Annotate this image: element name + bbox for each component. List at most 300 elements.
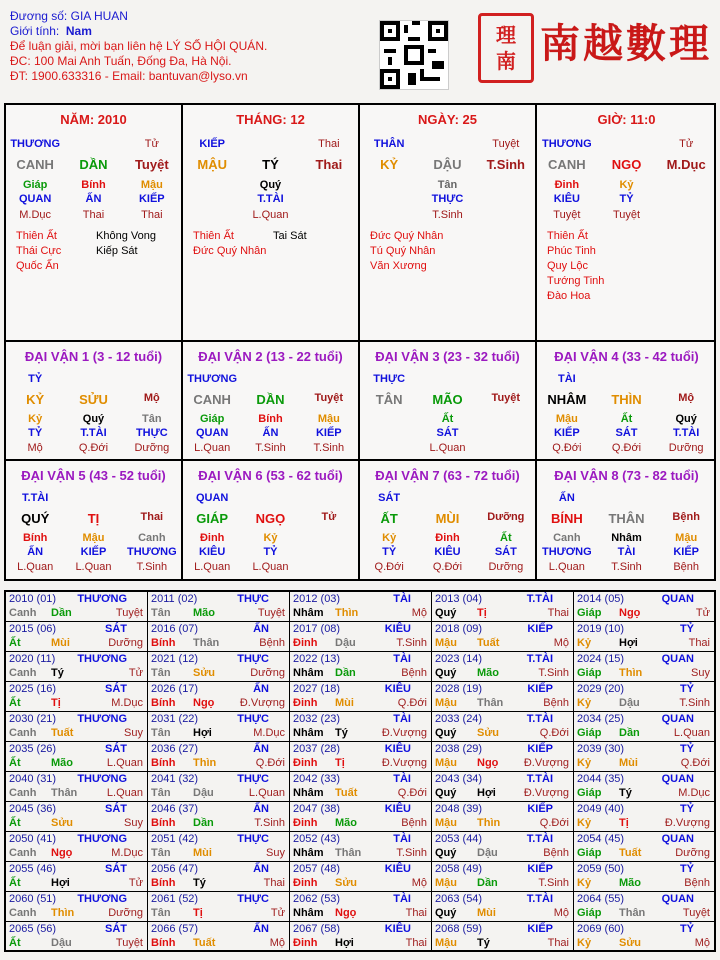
- hidden-stem: Bính: [22, 532, 48, 544]
- pillar-hidden-stage-row: [537, 209, 716, 221]
- year-label: 2025 (16): [9, 683, 57, 695]
- year-tengod: KIẾP: [527, 803, 553, 815]
- hidden-stage: Thai: [141, 209, 163, 221]
- year-chi: Dậu: [477, 847, 498, 859]
- year-cell: [432, 592, 574, 622]
- daivan-cell: [360, 461, 537, 580]
- daivan-hidden-god-row: [537, 427, 716, 439]
- year-label: 2026 (17): [151, 683, 199, 695]
- hidden-god: ẤN: [85, 193, 102, 205]
- star-list-right: [96, 229, 156, 259]
- year-label: 2029 (20): [577, 683, 625, 695]
- year-cell: [148, 742, 290, 772]
- daivan-tengod: THƯƠNG: [187, 373, 237, 385]
- gender-value: Nam: [65, 24, 92, 38]
- pillar-hidden-row: [183, 179, 358, 191]
- pillar-tengod-stage: Tử: [679, 138, 694, 150]
- pillar-tengod-stage: Thai: [318, 138, 340, 150]
- year-stage: Đ.Vượng: [381, 727, 427, 739]
- hidden-stage: Dưỡng: [488, 561, 524, 573]
- qr-code[interactable]: [379, 20, 449, 90]
- year-cell: [148, 862, 290, 892]
- year-tengod: THỰC: [237, 893, 269, 905]
- daivan-cell: [6, 461, 183, 580]
- year-can: Đinh: [293, 697, 318, 709]
- year-cell: [290, 592, 432, 622]
- year-cell: [290, 862, 432, 892]
- spacer: [656, 373, 716, 385]
- year-stage: M.Dục: [678, 787, 710, 799]
- year-label: 2046 (37): [151, 803, 199, 815]
- year-tengod: KIẾP: [527, 923, 553, 935]
- year-cell: [574, 862, 714, 892]
- year-tengod: KIẾP: [527, 683, 553, 695]
- daivan-can: TÂN: [375, 392, 403, 407]
- year-label: 2030 (21): [9, 713, 57, 725]
- hidden-god: SÁT: [436, 427, 459, 439]
- hidden-stem: [300, 532, 358, 544]
- daivan-hidden-row: [183, 413, 358, 425]
- daivan-cell: [537, 461, 716, 580]
- owner-label: Đương số:: [10, 9, 68, 23]
- year-cell: [148, 772, 290, 802]
- spacer: [64, 373, 122, 385]
- daivan-cell: [537, 342, 716, 461]
- year-stage: Dưỡng: [108, 907, 143, 919]
- year-tengod: T.TÀI: [526, 773, 553, 785]
- star-item: Quy Lộc: [547, 260, 588, 272]
- year-stage: Mộ: [694, 937, 710, 949]
- year-label: 2022 (13): [293, 653, 341, 665]
- daivan-stage: Tử: [321, 511, 337, 523]
- spacer: [418, 138, 476, 150]
- pillar-hidden-god-row: [183, 193, 358, 205]
- year-tengod: SÁT: [105, 863, 127, 875]
- daivan-hidden-stage-row: [360, 442, 535, 454]
- hidden-god: ẤN: [262, 427, 279, 439]
- hidden-stage: Bệnh: [673, 561, 700, 573]
- header-info: [10, 9, 380, 84]
- year-can: Bính: [151, 937, 176, 949]
- pillar-tengod-row: [537, 138, 716, 150]
- hidden-god: THƯƠNG: [542, 546, 592, 558]
- hidden-god: ẤN: [27, 546, 44, 558]
- year-tengod: QUAN: [661, 893, 694, 905]
- year-tengod: THỰC: [237, 773, 269, 785]
- year-label: 2016 (07): [151, 623, 199, 635]
- year-can: Đinh: [293, 817, 318, 829]
- year-stage: Đ.Vượng: [239, 697, 285, 709]
- pillar-canchi-row: [360, 157, 535, 172]
- hidden-god: TỶ: [619, 193, 634, 205]
- pillar-title: GIỜ: 11:0: [597, 112, 656, 127]
- hidden-stage: Dưỡng: [134, 442, 170, 454]
- year-cell: [432, 772, 574, 802]
- daivan-tengod-row: [360, 373, 535, 385]
- year-tengod: THƯƠNG: [77, 593, 127, 605]
- daivan-title: ĐẠI VẬN 4 (33 - 42 tuổi): [554, 349, 699, 364]
- year-chi: Tuất: [193, 937, 216, 949]
- hidden-stage: L.Quan: [548, 561, 585, 573]
- year-cell: [6, 862, 148, 892]
- spacer: [300, 373, 358, 385]
- year-can: Tân: [151, 667, 171, 679]
- address-line: ĐC: 100 Mai Anh Tuấn, Đống Đa, Hà Nội.: [10, 54, 232, 68]
- year-label: 2036 (27): [151, 743, 199, 755]
- year-label: 2014 (05): [577, 593, 625, 605]
- star-list-left: [370, 229, 443, 274]
- year-tengod: ẤN: [253, 743, 269, 755]
- star-item: Thiên Ất: [193, 230, 234, 242]
- year-label: 2033 (24): [435, 713, 483, 725]
- year-cell: [6, 742, 148, 772]
- daivan-chi: MÃO: [432, 392, 463, 407]
- year-can: Mậu: [435, 817, 457, 829]
- daivan-hidden-god-row: [6, 427, 181, 439]
- hidden-stem: Bính: [258, 413, 283, 425]
- hidden-god: [360, 427, 418, 439]
- hidden-stage: Tuyệt: [612, 209, 641, 221]
- daivan-hidden-god-row: [183, 546, 358, 558]
- hidden-god: KIÊU: [199, 546, 226, 558]
- year-label: 2021 (12): [151, 653, 199, 665]
- year-can: Nhâm: [293, 847, 324, 859]
- year-cell: [432, 892, 574, 922]
- year-stage: Mộ: [269, 937, 285, 949]
- hidden-god: [300, 193, 358, 205]
- year-label: 2047 (38): [293, 803, 341, 815]
- hidden-stem: Mậu: [675, 532, 698, 544]
- pillar-stage: Tuyệt: [134, 157, 169, 172]
- hidden-stage: Q.Đới: [432, 561, 463, 573]
- daivan-can: ẤT: [380, 511, 398, 526]
- year-tengod: QUAN: [661, 833, 694, 845]
- year-cell: [574, 712, 714, 742]
- hidden-god: [477, 427, 535, 439]
- year-can: Ất: [9, 697, 21, 709]
- pillar-stage: T.Sinh: [486, 157, 525, 172]
- pillar-can: CANH: [16, 157, 54, 172]
- year-cell: [290, 922, 432, 952]
- hidden-god: T.TÀI: [80, 427, 107, 439]
- year-stage: L.Quan: [106, 757, 143, 769]
- year-stage: Bệnh: [543, 697, 569, 709]
- year-can: Tân: [151, 787, 171, 799]
- year-cell: [574, 922, 714, 952]
- spacer: [123, 373, 181, 385]
- hidden-stage: T.Sinh: [313, 442, 345, 454]
- year-can: Ất: [9, 637, 21, 649]
- daivan-can: GIÁP: [196, 511, 229, 526]
- hidden-stem: [183, 179, 241, 191]
- year-cell: [432, 682, 574, 712]
- year-cell: [6, 772, 148, 802]
- year-cell: [6, 592, 148, 622]
- year-chi: Tuất: [619, 847, 642, 859]
- pillar-chi: TÝ: [262, 157, 279, 172]
- year-label: 2038 (29): [435, 743, 483, 755]
- year-stage: T.Sinh: [538, 877, 569, 889]
- year-cell: [6, 802, 148, 832]
- hidden-stage: [360, 442, 418, 454]
- year-stage: Q.Đới: [397, 787, 427, 799]
- year-cell: [148, 682, 290, 712]
- year-can: Ất: [9, 757, 21, 769]
- year-label: 2063 (54): [435, 893, 483, 905]
- daivan-hidden-stage-row: [183, 561, 358, 573]
- year-chi: Tý: [193, 877, 206, 889]
- hidden-stem: Giáp: [199, 413, 225, 425]
- year-label: 2028 (19): [435, 683, 483, 695]
- year-chi: Ngọ: [193, 697, 215, 709]
- daivan-hidden-stage-row: [6, 442, 181, 454]
- year-label: 2055 (46): [9, 863, 57, 875]
- year-stage: Đ.Vượng: [523, 787, 569, 799]
- year-chi: Ngọ: [51, 847, 73, 859]
- year-can: Ất: [9, 877, 21, 889]
- year-label: 2020 (11): [9, 653, 56, 665]
- year-label: 2064 (55): [577, 893, 625, 905]
- year-label: 2040 (31): [9, 773, 57, 785]
- year-can: Quý: [435, 607, 457, 619]
- year-stage: Q.Đới: [255, 757, 285, 769]
- year-chi: Mão: [193, 607, 215, 619]
- hidden-stage: L.Quan: [194, 442, 231, 454]
- year-label: 2011 (02): [151, 593, 198, 605]
- star-item: Tú Quý Nhân: [370, 245, 436, 257]
- hidden-stage: [300, 209, 358, 221]
- year-stage: Q.Đới: [680, 757, 710, 769]
- hidden-stage: [183, 209, 241, 221]
- hidden-stage: L.Quan: [252, 209, 289, 221]
- year-can: Bính: [151, 817, 176, 829]
- year-label: 2037 (28): [293, 743, 341, 755]
- chart-main: [4, 103, 716, 581]
- hidden-stem: Mậu: [317, 413, 340, 425]
- spacer: [241, 138, 299, 150]
- year-cell: [148, 832, 290, 862]
- daivan-cell: [6, 342, 183, 461]
- year-chi: Thân: [51, 787, 78, 799]
- star-list-right: [273, 229, 307, 244]
- year-cell: [574, 652, 714, 682]
- year-cell: [574, 772, 714, 802]
- daivan-hidden-row: [537, 413, 716, 425]
- year-tengod: KIÊU: [384, 623, 411, 635]
- year-tengod: KIÊU: [384, 863, 411, 875]
- hidden-stem: Ất: [620, 413, 633, 425]
- daivan-title: ĐẠI VẬN 3 (23 - 32 tuổi): [375, 349, 520, 364]
- pillar-tengod: THƯƠNG: [10, 138, 60, 150]
- daivan-tengod: TỶ: [28, 373, 43, 385]
- hidden-stem: Đinh: [199, 532, 225, 544]
- pillar-chi: DẬU: [433, 157, 462, 172]
- year-cell: [432, 742, 574, 772]
- year-can: Quý: [435, 667, 457, 679]
- daivan-chi: MÙI: [435, 511, 460, 526]
- star-item: Phúc Tinh: [547, 245, 596, 257]
- year-chi: Mùi: [51, 637, 70, 649]
- daivan-hidden-stage-row: [183, 442, 358, 454]
- year-label: 2045 (36): [9, 803, 57, 815]
- pillar-hidden-row: [537, 179, 716, 191]
- hidden-god: [183, 193, 241, 205]
- hidden-stage: [477, 209, 535, 221]
- daivan-chi: TỊ: [87, 511, 100, 526]
- pillar-hidden-god-row: [6, 193, 181, 205]
- year-stage: T.Sinh: [396, 637, 427, 649]
- year-cell: [432, 832, 574, 862]
- spacer: [64, 138, 122, 150]
- year-tengod: KIẾP: [527, 863, 553, 875]
- year-chi: Hợi: [619, 637, 638, 649]
- year-can: Tân: [151, 907, 171, 919]
- hidden-stem: Canh: [553, 532, 581, 544]
- pillar-tengod: KIẾP: [199, 138, 225, 150]
- daivan-stage: Tuyệt: [314, 392, 344, 404]
- year-stage: Thai: [688, 637, 710, 649]
- year-can: Kỷ: [577, 817, 592, 829]
- daivan-tengod: THỰC: [373, 373, 406, 385]
- pillar-tengod-row: [6, 138, 181, 150]
- star-item: Không Vong: [96, 230, 156, 242]
- year-tengod: ẤN: [253, 923, 269, 935]
- daivan-hidden-row: [360, 413, 535, 425]
- gender-label: Giới tính:: [10, 24, 60, 38]
- year-cell: [290, 622, 432, 652]
- daivan-canchi-row: [183, 511, 358, 526]
- daivan-can: QUÝ: [21, 511, 50, 526]
- year-label: 2069 (60): [577, 923, 625, 935]
- year-chi: Tuất: [335, 787, 358, 799]
- year-chi: Dần: [477, 877, 498, 889]
- year-cell: [6, 682, 148, 712]
- year-cell: [148, 892, 290, 922]
- year-label: 2017 (08): [293, 623, 341, 635]
- year-tengod: T.TÀI: [526, 893, 553, 905]
- daivan-title: ĐẠI VẬN 6 (53 - 62 tuổi): [198, 468, 343, 483]
- pillar-hidden-row: [360, 179, 535, 191]
- year-tengod: KIẾP: [527, 623, 553, 635]
- hidden-stage: [360, 209, 418, 221]
- year-cell: [6, 712, 148, 742]
- year-cell: [432, 922, 574, 952]
- daivan-can: CANH: [193, 392, 231, 407]
- year-stage: Tử: [128, 667, 143, 679]
- year-tengod: THƯƠNG: [77, 773, 127, 785]
- daivan-hidden-row: [183, 532, 358, 544]
- hidden-stem: Bính: [81, 179, 106, 191]
- year-can: Quý: [435, 727, 457, 739]
- daivan-title: ĐẠI VẬN 2 (13 - 22 tuổi): [198, 349, 343, 364]
- pillar-tengod: THÂN: [373, 138, 405, 150]
- year-tengod: TỶ: [679, 803, 694, 815]
- pillar-canchi-row: [183, 157, 358, 172]
- year-tengod: KIÊU: [384, 743, 411, 755]
- year-stage: Tử: [128, 877, 143, 889]
- year-chi: Dần: [51, 607, 72, 619]
- year-tengod: SÁT: [105, 803, 127, 815]
- hidden-stage: T.Sinh: [611, 561, 642, 573]
- hidden-stage: [300, 561, 358, 573]
- year-can: Canh: [9, 847, 37, 859]
- hidden-stem: Ất: [441, 413, 454, 425]
- year-tengod: TÀI: [393, 593, 411, 605]
- year-chi: Hợi: [477, 787, 496, 799]
- year-chi: Sửu: [335, 877, 358, 889]
- year-can: Bính: [151, 757, 176, 769]
- year-can: Đinh: [293, 637, 318, 649]
- year-can: Mậu: [435, 637, 457, 649]
- year-label: 2042 (33): [293, 773, 341, 785]
- year-chi: Dậu: [335, 637, 356, 649]
- daivan-stage: Thai: [140, 511, 164, 523]
- daivan-stage: Mộ: [678, 392, 695, 404]
- hidden-stem: Quý: [259, 179, 282, 191]
- year-chi: Mùi: [335, 697, 354, 709]
- hidden-stem: [300, 179, 358, 191]
- star-list-left: [16, 229, 61, 274]
- year-label: 2062 (53): [293, 893, 341, 905]
- daivan-cell: [183, 342, 360, 461]
- spacer: [597, 138, 657, 150]
- daivan-tengod-row: [537, 373, 716, 385]
- year-chi: Dậu: [193, 787, 214, 799]
- star-list-left: [547, 229, 604, 304]
- year-tengod: QUAN: [661, 593, 694, 605]
- daivan-title: ĐẠI VẬN 5 (43 - 52 tuổi): [21, 468, 166, 483]
- year-can: Quý: [435, 907, 457, 919]
- year-stage: Bệnh: [259, 637, 285, 649]
- year-tengod: THỰC: [237, 713, 269, 725]
- hidden-god: SÁT: [494, 546, 517, 558]
- year-cell: [290, 652, 432, 682]
- year-chi: Sửu: [477, 727, 500, 739]
- hidden-stage: T.Sinh: [432, 209, 463, 221]
- year-can: Mậu: [435, 697, 457, 709]
- year-label: 2056 (47): [151, 863, 199, 875]
- year-chi: Sửu: [193, 667, 216, 679]
- year-label: 2044 (35): [577, 773, 625, 785]
- year-cell: [290, 892, 432, 922]
- year-can: Mậu: [435, 937, 457, 949]
- daivan-hidden-stage-row: [537, 442, 716, 454]
- phone-email-line[interactable]: ĐT: 1900.633316 - Email: bantuvan@lyso.vn: [10, 69, 248, 83]
- seal-stamp: 理 南: [478, 13, 534, 83]
- year-can: Bính: [151, 877, 176, 889]
- year-stage: Mộ: [411, 607, 427, 619]
- pillar-tengod-stage: Tuyệt: [492, 138, 520, 150]
- daivan-stage: Bệnh: [672, 511, 700, 523]
- year-chi: Tý: [619, 787, 632, 799]
- daivan-canchi-row: [537, 511, 716, 526]
- year-label: 2031 (22): [151, 713, 199, 725]
- year-stage: Tử: [695, 607, 710, 619]
- spacer: [64, 492, 122, 504]
- year-chi: Thìn: [193, 757, 217, 769]
- year-label: 2068 (59): [435, 923, 483, 935]
- hidden-stem: [656, 179, 716, 191]
- year-stage: Tuyệt: [257, 607, 285, 619]
- year-label: 2010 (01): [9, 593, 57, 605]
- daivan-tengod-row: [183, 373, 358, 385]
- hidden-god: [477, 193, 535, 205]
- year-tengod: TÀI: [393, 653, 411, 665]
- year-tengod: T.TÀI: [526, 833, 553, 845]
- hidden-stem: [360, 413, 418, 425]
- contact-line: Để luận giải, mời bạn liên hệ LÝ SỐ HỘI QUÁN.: [10, 39, 268, 53]
- year-chi: Tị: [193, 907, 203, 919]
